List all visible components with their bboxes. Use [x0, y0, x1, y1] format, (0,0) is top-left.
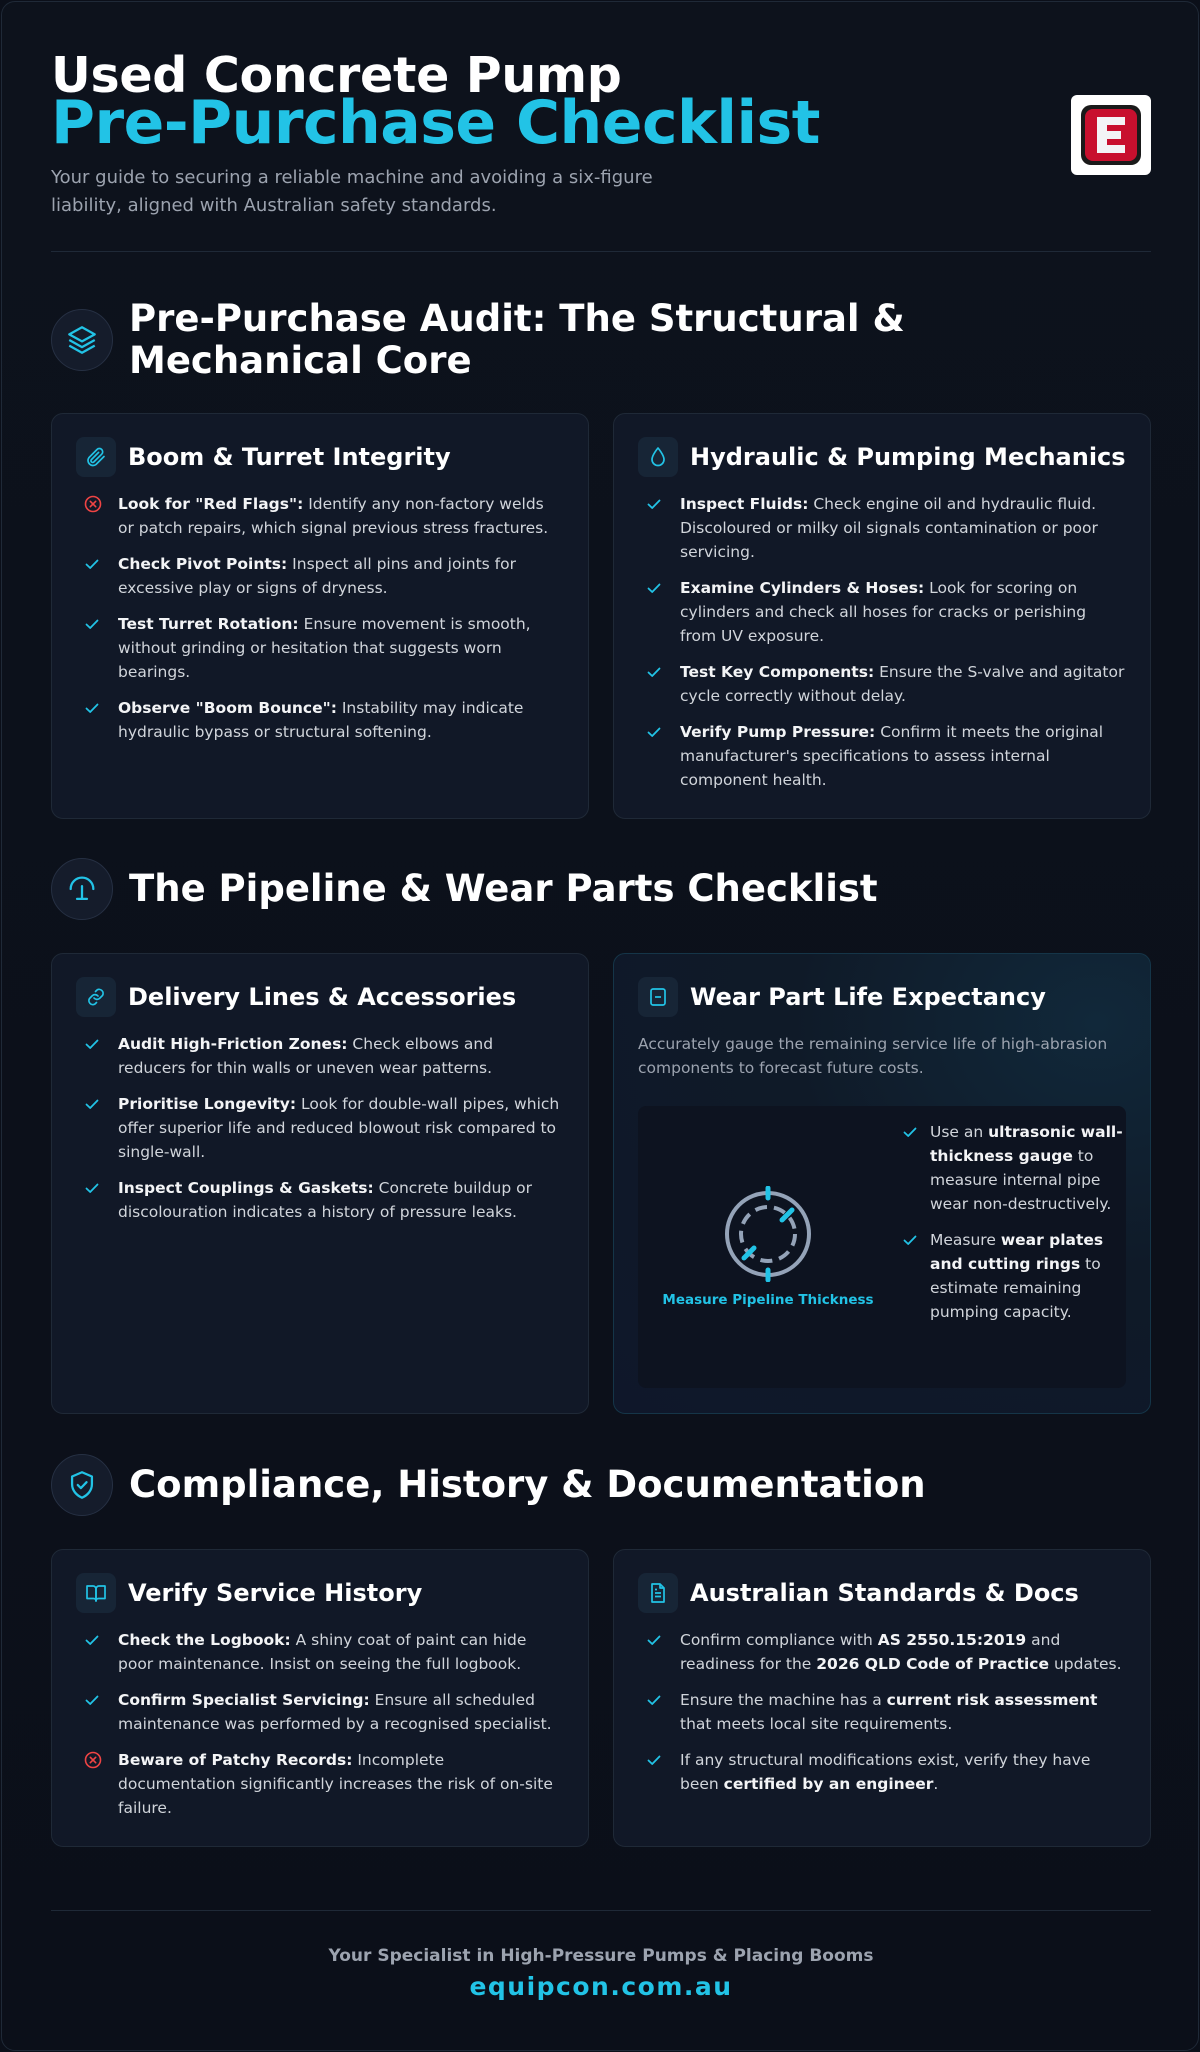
- equipcon-logo-icon: [1079, 103, 1143, 167]
- checklist-item-text: [680, 720, 1126, 792]
- item-text: to measure internal pipe wear non-destructively.: [930, 1147, 1112, 1213]
- book-icon: [76, 1573, 116, 1613]
- checklist-item-text: [118, 1628, 564, 1676]
- item-emphasis: 2026 QLD Code of Practice: [816, 1655, 1050, 1673]
- brand-logo: [1071, 95, 1151, 175]
- item-label: Test Key Components:: [680, 663, 875, 681]
- checklist-item-text: [930, 1228, 1126, 1324]
- check-icon: [76, 1176, 118, 1203]
- footer-divider: [51, 1910, 1151, 1911]
- item-text: Use an: [930, 1123, 989, 1141]
- item-text: Check engine oil and hydraulic fluid. Discoloured or milky oil signals contamination or poor servicing.: [680, 495, 1098, 561]
- section-header-compliance: [51, 1454, 1151, 1516]
- checklist-item: [76, 492, 564, 540]
- checklist-item: [638, 576, 1126, 648]
- item-text: Instability may indicate hydraulic bypass or structural softening.: [118, 699, 524, 741]
- item-text: .: [933, 1775, 939, 1793]
- checklist: [76, 492, 564, 744]
- check-icon: [638, 1748, 680, 1775]
- item-label: Audit High-Friction Zones:: [118, 1035, 348, 1053]
- item-text: Look for double-wall pipes, which offer superior life and reduced blowout risk compared to single-wall.: [118, 1095, 560, 1161]
- checklist-item-text: [680, 576, 1126, 648]
- checklist-item: [898, 1228, 1126, 1324]
- checklist: [76, 1032, 564, 1224]
- card-standards-docs: [613, 1549, 1151, 1847]
- checklist: [638, 492, 1126, 792]
- checklist-item: [76, 1688, 564, 1736]
- checklist-item-text: [680, 1628, 1126, 1676]
- checklist-item-text: [118, 696, 564, 744]
- item-text: Confirm it meets the original manufacturer's specifications to assess internal component health.: [680, 723, 1104, 789]
- footer-tagline: Your Specialist in High-Pressure Pumps & Placing Booms: [328, 1946, 874, 1966]
- item-text: that meets local site requirements.: [680, 1715, 953, 1733]
- header-divider: [51, 251, 1151, 252]
- checklist-item: [638, 492, 1126, 564]
- checklist-item: [638, 1748, 1126, 1796]
- section-title: Compliance, History & Documentation: [129, 1463, 926, 1506]
- x-circle-icon: [76, 492, 118, 520]
- item-emphasis: AS 2550.15:2019: [877, 1631, 1027, 1649]
- card-title: Verify Service History: [128, 1579, 423, 1607]
- section-title: The Pipeline & Wear Parts Checklist: [129, 867, 878, 910]
- item-text: A shiny coat of paint can hide poor maintenance. Insist on seeing the full logbook.: [118, 1631, 527, 1673]
- item-emphasis: certified by an engineer: [723, 1775, 934, 1793]
- item-label: Beware of Patchy Records:: [118, 1751, 353, 1769]
- section-header-pipeline: [51, 858, 1151, 920]
- checklist-item: [638, 660, 1126, 708]
- item-label: Check the Logbook:: [118, 1631, 291, 1649]
- check-icon: [638, 720, 680, 747]
- item-text: Ensure the S-valve and agitator cycle correctly without delay.: [680, 663, 1125, 705]
- item-label: Look for "Red Flags":: [118, 495, 304, 513]
- item-text: Confirm compliance with: [680, 1631, 878, 1649]
- item-label: Examine Cylinders & Hoses:: [680, 579, 925, 597]
- check-icon: [76, 1092, 118, 1119]
- item-label: Check Pivot Points:: [118, 555, 288, 573]
- check-icon: [638, 576, 680, 603]
- checklist-item-text: [118, 612, 564, 684]
- item-text: to estimate remaining pumping capacity.: [930, 1255, 1101, 1321]
- item-label: Observe "Boom Bounce":: [118, 699, 337, 717]
- card-boom-turret: [51, 413, 589, 819]
- checklist-item: [76, 696, 564, 744]
- link-icon: [76, 977, 116, 1017]
- pipe-gauge-icon: [720, 1186, 816, 1282]
- checklist: [76, 1628, 564, 1820]
- checklist-item: [76, 1176, 564, 1224]
- footer-url[interactable]: equipcon.com.au: [469, 1972, 733, 2001]
- item-text: Look for scoring on cylinders and check all hoses for cracks or perishing from UV exposure.: [680, 579, 1087, 645]
- check-icon: [76, 1628, 118, 1655]
- card-wear-parts: [613, 953, 1151, 1414]
- card-hydraulic: [613, 413, 1151, 819]
- title-line-1: Used Concrete Pump: [51, 47, 622, 104]
- item-emphasis: ultrasonic wall-thickness gauge: [930, 1123, 1123, 1165]
- checklist-item: [76, 1032, 564, 1080]
- checklist-item-text: [118, 492, 564, 540]
- checklist-item: [638, 1628, 1126, 1676]
- shield-check-icon: [51, 1454, 113, 1516]
- card-service-history: [51, 1549, 589, 1847]
- checklist-item-text: [118, 1688, 564, 1736]
- checklist-item: [76, 1092, 564, 1164]
- umbrella-icon: [51, 858, 113, 920]
- item-emphasis: current risk assessment: [886, 1691, 1098, 1709]
- item-emphasis: wear plates and cutting rings: [930, 1231, 1104, 1273]
- item-label: Prioritise Longevity:: [118, 1095, 297, 1113]
- gauge-panel: [638, 1106, 1126, 1388]
- checklist-item: [76, 1748, 564, 1820]
- check-icon: [638, 660, 680, 687]
- checklist-item: [898, 1120, 1126, 1216]
- checklist-item-text: [118, 1032, 564, 1080]
- checklist-item-text: [930, 1120, 1126, 1216]
- checklist-item: [76, 552, 564, 600]
- item-text: Identify any non-factory welds or patch repairs, which signal previous stress fractures.: [118, 495, 549, 537]
- item-text: Measure: [930, 1231, 1001, 1249]
- card-title: Boom & Turret Integrity: [128, 443, 451, 471]
- check-icon: [898, 1228, 930, 1255]
- item-text: updates.: [1049, 1655, 1122, 1673]
- checklist-item-text: [118, 1092, 564, 1164]
- paperclip-icon: [76, 437, 116, 477]
- item-text: Ensure all scheduled maintenance was performed by a recognised specialist.: [118, 1691, 552, 1733]
- item-label: Verify Pump Pressure:: [680, 723, 876, 741]
- checklist-item-text: [680, 492, 1126, 564]
- gauge-caption: Measure Pipeline Thickness: [662, 1292, 874, 1308]
- card-title: Wear Part Life Expectancy: [690, 983, 1046, 1011]
- check-icon: [76, 1032, 118, 1059]
- checklist-item-text: [680, 1748, 1126, 1796]
- checklist-item-text: [680, 660, 1126, 708]
- item-label: Test Turret Rotation:: [118, 615, 299, 633]
- item-label: Inspect Couplings & Gaskets:: [118, 1179, 374, 1197]
- file-text-icon: [638, 1573, 678, 1613]
- check-icon: [638, 1688, 680, 1715]
- checklist-item: [76, 612, 564, 684]
- item-text: Ensure the machine has a: [680, 1691, 887, 1709]
- check-icon: [638, 492, 680, 519]
- item-text: If any structural modifications exist, verify they have been: [680, 1751, 1091, 1793]
- check-icon: [898, 1120, 930, 1147]
- card-description: Accurately gauge the remaining service life of high-abrasion components to forecast future costs.: [638, 1035, 1108, 1077]
- checklist-item-text: [118, 1748, 564, 1820]
- x-circle-icon: [76, 1748, 118, 1776]
- check-icon: [76, 1688, 118, 1715]
- checklist: [898, 1106, 1126, 1388]
- item-text: Check elbows and reducers for thin walls or uneven wear patterns.: [118, 1035, 494, 1077]
- checklist-item: [638, 720, 1126, 792]
- checklist-item: [638, 1688, 1126, 1736]
- check-icon: [638, 1628, 680, 1655]
- card-title: Australian Standards & Docs: [690, 1579, 1079, 1607]
- checklist: [638, 1628, 1126, 1796]
- check-icon: [76, 612, 118, 639]
- card-title: Delivery Lines & Accessories: [128, 983, 517, 1011]
- card-delivery-lines: [51, 953, 589, 1414]
- subtitle: Your guide to securing a reliable machine and avoiding a six-figure liability, aligned with Australian safety standards.: [51, 167, 653, 216]
- checklist-item-text: [118, 552, 564, 600]
- minus-square-icon: [638, 977, 678, 1017]
- item-text: Concrete buildup or discolouration indicates a history of pressure leaks.: [118, 1179, 532, 1221]
- item-text: and readiness for the: [680, 1631, 1061, 1673]
- check-icon: [76, 696, 118, 723]
- checklist-item: [76, 1628, 564, 1676]
- layers-icon: [51, 309, 113, 371]
- title-line-2: Pre-Purchase Checklist: [51, 88, 820, 158]
- item-label: Inspect Fluids:: [680, 495, 809, 513]
- checklist-item-text: [118, 1176, 564, 1224]
- card-title: Hydraulic & Pumping Mechanics: [690, 443, 1126, 471]
- section-title: Pre-Purchase Audit: The Structural & Mechanical Core: [129, 297, 905, 382]
- section-header-structural: [51, 298, 1151, 382]
- page: [1, 1, 1199, 2051]
- item-text: Incomplete documentation significantly increases the risk of on-site failure.: [118, 1751, 553, 1817]
- droplet-icon: [638, 437, 678, 477]
- item-text: Inspect all pins and joints for excessive play or signs of dryness.: [118, 555, 516, 597]
- check-icon: [76, 552, 118, 579]
- item-label: Confirm Specialist Servicing:: [118, 1691, 370, 1709]
- checklist-item-text: [680, 1688, 1126, 1736]
- item-text: Ensure movement is smooth, without grinding or hesitation that suggests worn bearings.: [118, 615, 531, 681]
